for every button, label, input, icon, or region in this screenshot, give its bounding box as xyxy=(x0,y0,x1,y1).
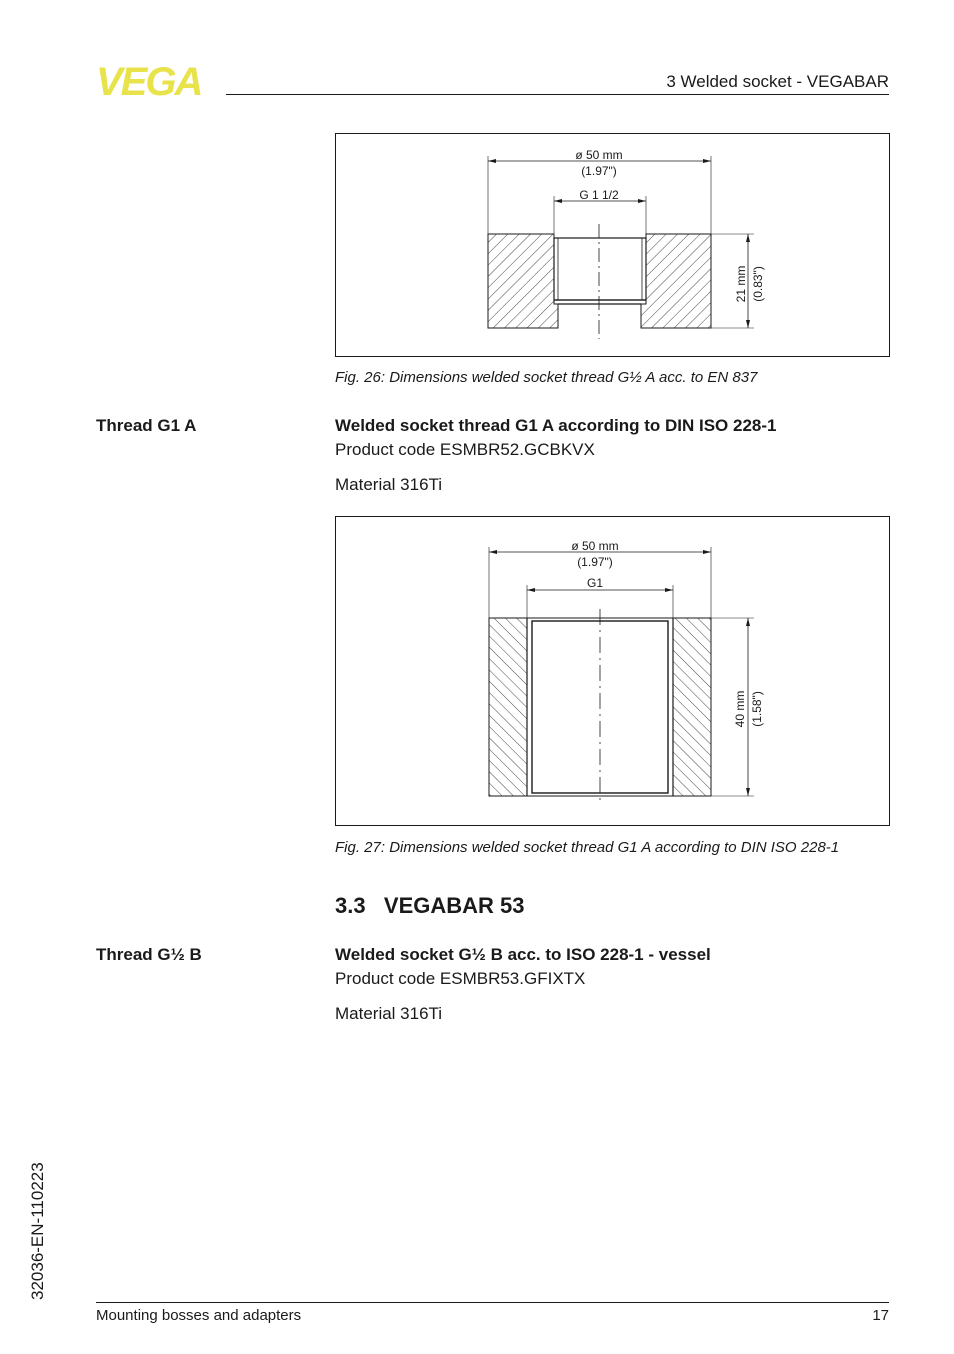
block1-title: Welded socket thread G1 A according to DIN ISO 228-1 xyxy=(335,416,777,435)
vega-logo xyxy=(96,62,220,100)
logo-text: VEGA xyxy=(96,62,202,100)
figure-26-caption: Fig. 26: Dimensions welded socket thread G½ A acc. to EN 837 xyxy=(335,369,758,386)
document-id: 32036-EN-110223 xyxy=(28,1162,47,1300)
fig27-dim-height: 40 mm xyxy=(733,690,747,728)
header-divider xyxy=(226,94,889,95)
fig26-dim-diameter-in: (1.97") xyxy=(581,164,617,178)
fig26-dim-height: 21 mm xyxy=(734,265,748,303)
footer-divider xyxy=(96,1302,889,1303)
page-number: 17 xyxy=(872,1307,889,1324)
header-section: 3 Welded socket - VEGABAR xyxy=(666,72,889,91)
figure-26-drawing xyxy=(336,134,889,356)
figure-27-drawing xyxy=(336,517,889,825)
footer-title: Mounting bosses and adapters xyxy=(96,1307,302,1324)
block1-product-code: Product code ESMBR52.GCBKVX xyxy=(335,440,595,459)
section-heading: 3.3 VEGABAR 53 xyxy=(335,893,525,918)
block2-title: Welded socket G½ B acc. to ISO 228-1 - vessel xyxy=(335,945,711,964)
side-label-thread-g-half-b: Thread G½ B xyxy=(96,945,202,964)
block2-product-code: Product code ESMBR53.GFIXTX xyxy=(335,969,586,988)
figure-27-caption: Fig. 27: Dimensions welded socket thread G1 A according to DIN ISO 228-1 xyxy=(335,839,840,856)
side-label-thread-g1a: Thread G1 A xyxy=(96,416,197,435)
block1-material: Material 316Ti xyxy=(335,475,443,494)
fig27-dim-diameter-in: (1.97") xyxy=(577,555,613,569)
fig26-dim-diameter: ø 50 mm xyxy=(575,148,623,162)
figure-26 xyxy=(335,133,890,357)
fig26-dim-thread: G 1 1/2 xyxy=(579,188,619,202)
fig27-dim-diameter: ø 50 mm xyxy=(571,539,619,553)
fig26-dim-height-in: (0.83") xyxy=(751,266,765,302)
fig27-dim-thread: G1 xyxy=(586,576,604,590)
block2-material: Material 316Ti xyxy=(335,1004,443,1023)
fig27-dim-height-in: (1.58") xyxy=(750,691,764,727)
figure-27 xyxy=(335,516,890,826)
